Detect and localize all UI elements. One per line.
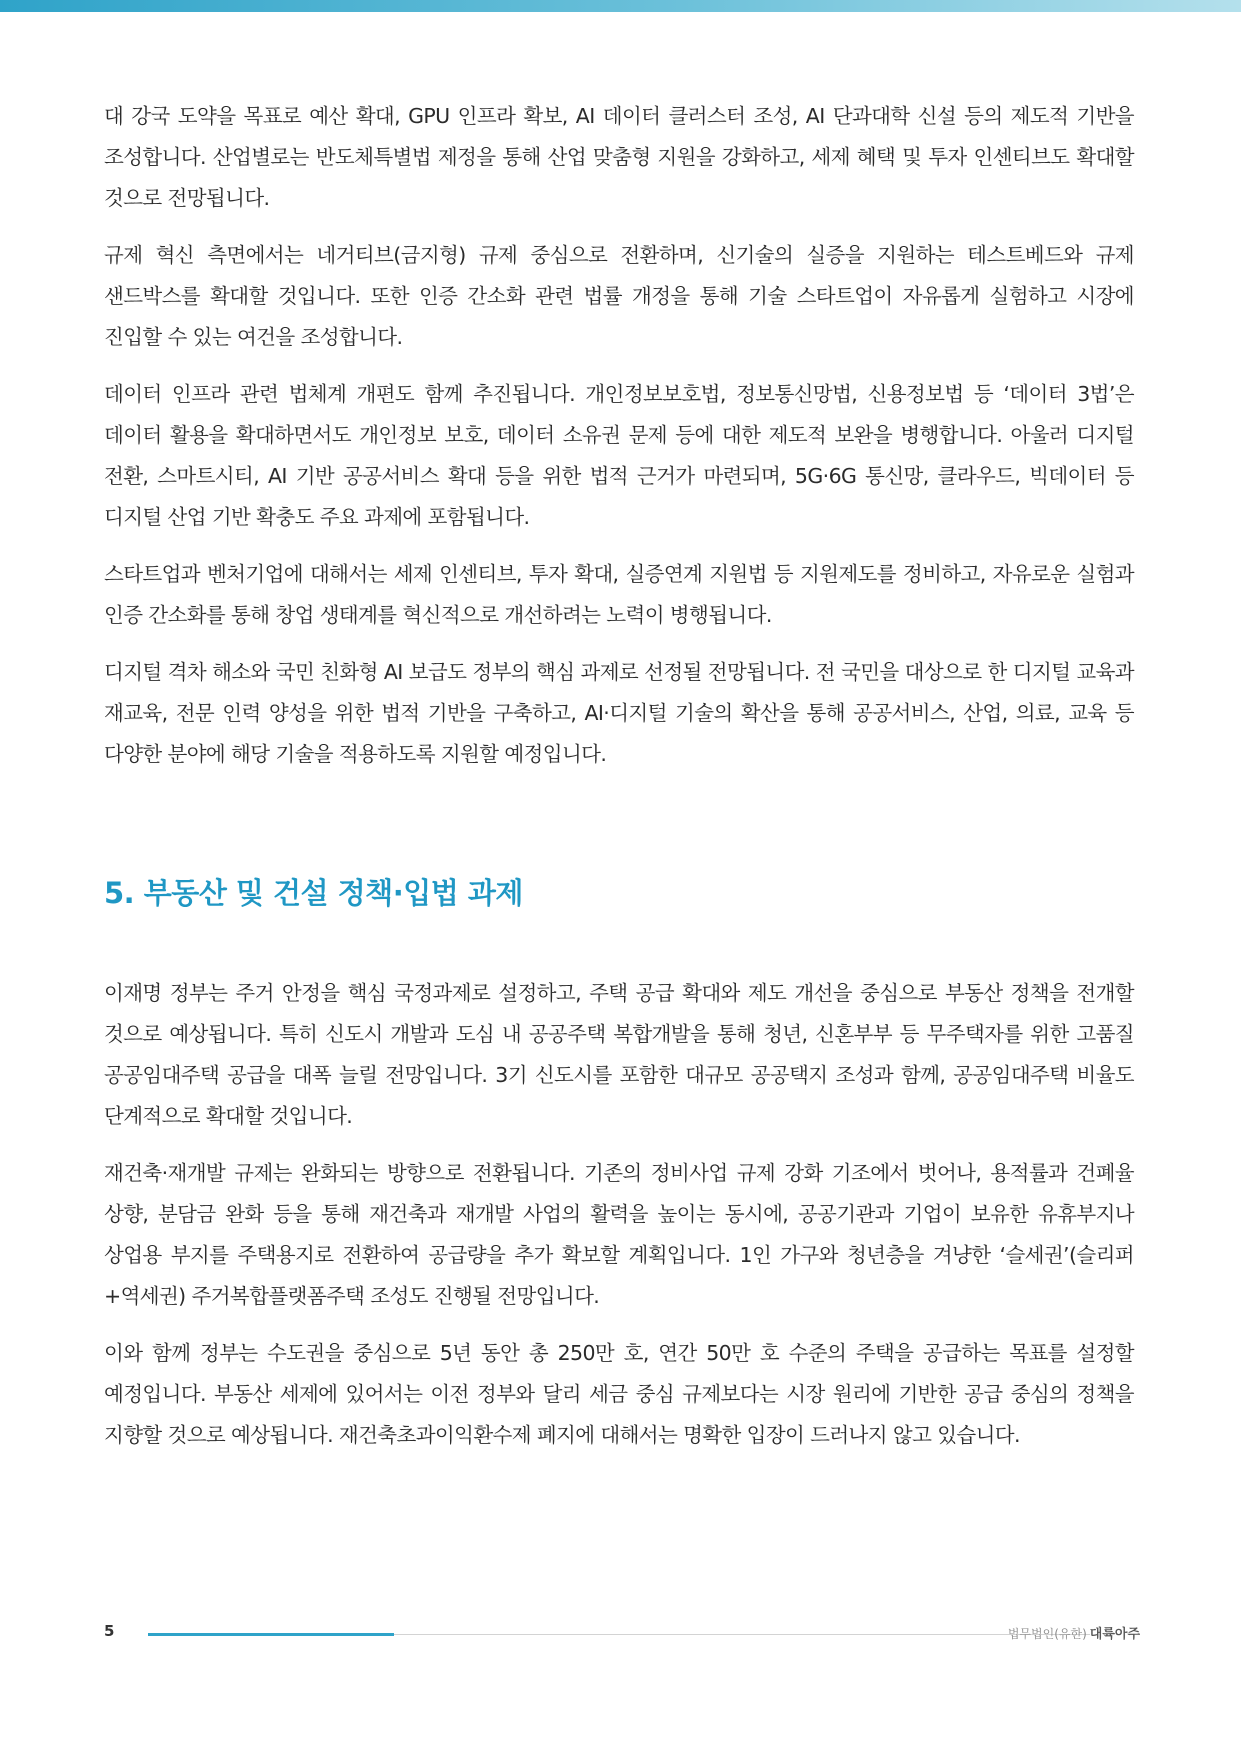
body-paragraph: 디지털 격차 해소와 국민 친화형 AI 보급도 정부의 핵심 과제로 선정될 전망됩니다. 전 국민을 대상으로 한 디지털 교육과 재교육, 전문 인력 양성을 위한 법적 기반을 구축하고, AI·디지털 기술의 확산을 통해 공공서비스, 산업, 의료, 교육 등 다양한 분야에 해당 기술을 적용하도록 지원할 예정입니다.	[104, 660, 1134, 766]
body-paragraph: 대 강국 도약을 목표로 예산 확대, GPU 인프라 확보, AI 데이터 클러스터 조성, AI 단과대학 신설 등의 제도적 기반을 조성합니다. 산업별로는 반도체특별법 제정을 통해 산업 맞춤형 지원을 강화하고, 세제 혜택 및 투자 인센티브도 확대할 것으로 전망됩니다.	[104, 104, 1134, 210]
page-footer	[104, 1620, 1140, 1650]
page-content	[104, 96, 1134, 1456]
top-accent-bar	[0, 0, 1241, 12]
section-paragraph: 이재명 정부는 주거 안정을 핵심 국정과제로 설정하고, 주택 공급 확대와 제도 개선을 중심으로 부동산 정책을 전개할 것으로 예상됩니다. 특히 신도시 개발과 도심 내 공공주택 복합개발을 통해 청년, 신혼부부 등 무주택자를 위한 고품질 공공임대주택 공급을 대폭 늘릴 전망입니다. 3기 신도시를 포함한 대규모 공공택지 조성과 함께, 공공임대주택 비율도 단계적으로 확대할 것입니다.	[104, 981, 1134, 1128]
footer-accent-line	[148, 1633, 394, 1636]
section-paragraph: 재건축·재개발 규제는 완화되는 방향으로 전환됩니다. 기존의 정비사업 규제 강화 기조에서 벗어나, 용적률과 건폐율 상향, 분담금 완화 등을 통해 재건축과 재개발 사업의 활력을 높이는 동시에, 공공기관과 기업이 보유한 유휴부지나 상업용 부지를 주택용지로 전환하여 공급량을 추가 확보할 계획입니다. 1인 가구와 청년층을 겨냥한 ‘슬세권’(슬리퍼+역세권) 주거복합플랫폼주택 조성도 진행될 전망입니다.	[104, 1161, 1134, 1308]
firm-prefix: 법무법인(유한)	[1007, 1627, 1087, 1641]
page-number: 5	[104, 1622, 115, 1640]
firm-label	[1008, 1623, 1140, 1642]
body-paragraph: 데이터 인프라 관련 법체계 개편도 함께 추진됩니다. 개인정보보호법, 정보통신망법, 신용정보법 등 ‘데이터 3법’은 데이터 활용을 확대하면서도 개인정보 보호, 데이터 소유권 문제 등에 대한 제도적 보완을 병행합니다. 아울러 디지털 전환, 스마트시티, AI 기반 공공서비스 확대 등을 위한 법적 근거가 마련되며, 5G·6G 통신망, 클라우드, 빅데이터 등 디지털 산업 기반 확충도 주요 과제에 포함됩니다.	[104, 382, 1134, 529]
firm-name: 대륙아주	[1089, 1627, 1140, 1642]
body-paragraph: 규제 혁신 측면에서는 네거티브(금지형) 규제 중심으로 전환하며, 신기술의 실증을 지원하는 테스트베드와 규제 샌드박스를 확대할 것입니다. 또한 인증 간소화 관련 법률 개정을 통해 기술 스타트업이 자유롭게 실험하고 시장에 진입할 수 있는 여건을 조성합니다.	[104, 243, 1134, 349]
body-paragraph: 스타트업과 벤처기업에 대해서는 세제 인센티브, 투자 확대, 실증연계 지원법 등 지원제도를 정비하고, 자유로운 실험과 인증 간소화를 통해 창업 생태계를 혁신적으로 개선하려는 노력이 병행됩니다.	[104, 562, 1134, 627]
section-paragraph: 이와 함께 정부는 수도권을 중심으로 5년 동안 총 250만 호, 연간 50만 호 수준의 주택을 공급하는 목표를 설정할 예정입니다. 부동산 세제에 있어서는 이전 정부와 달리 세금 중심 규제보다는 시장 원리에 기반한 공급 중심의 정책을 지향할 것으로 예상됩니다. 재건축초과이익환수제 폐지에 대해서는 명확한 입장이 드러나지 않고 있습니다.	[104, 1341, 1134, 1447]
section-heading: 5. 부동산 및 건설 정책·입법 과제	[104, 876, 523, 910]
section-body	[104, 973, 1134, 1456]
